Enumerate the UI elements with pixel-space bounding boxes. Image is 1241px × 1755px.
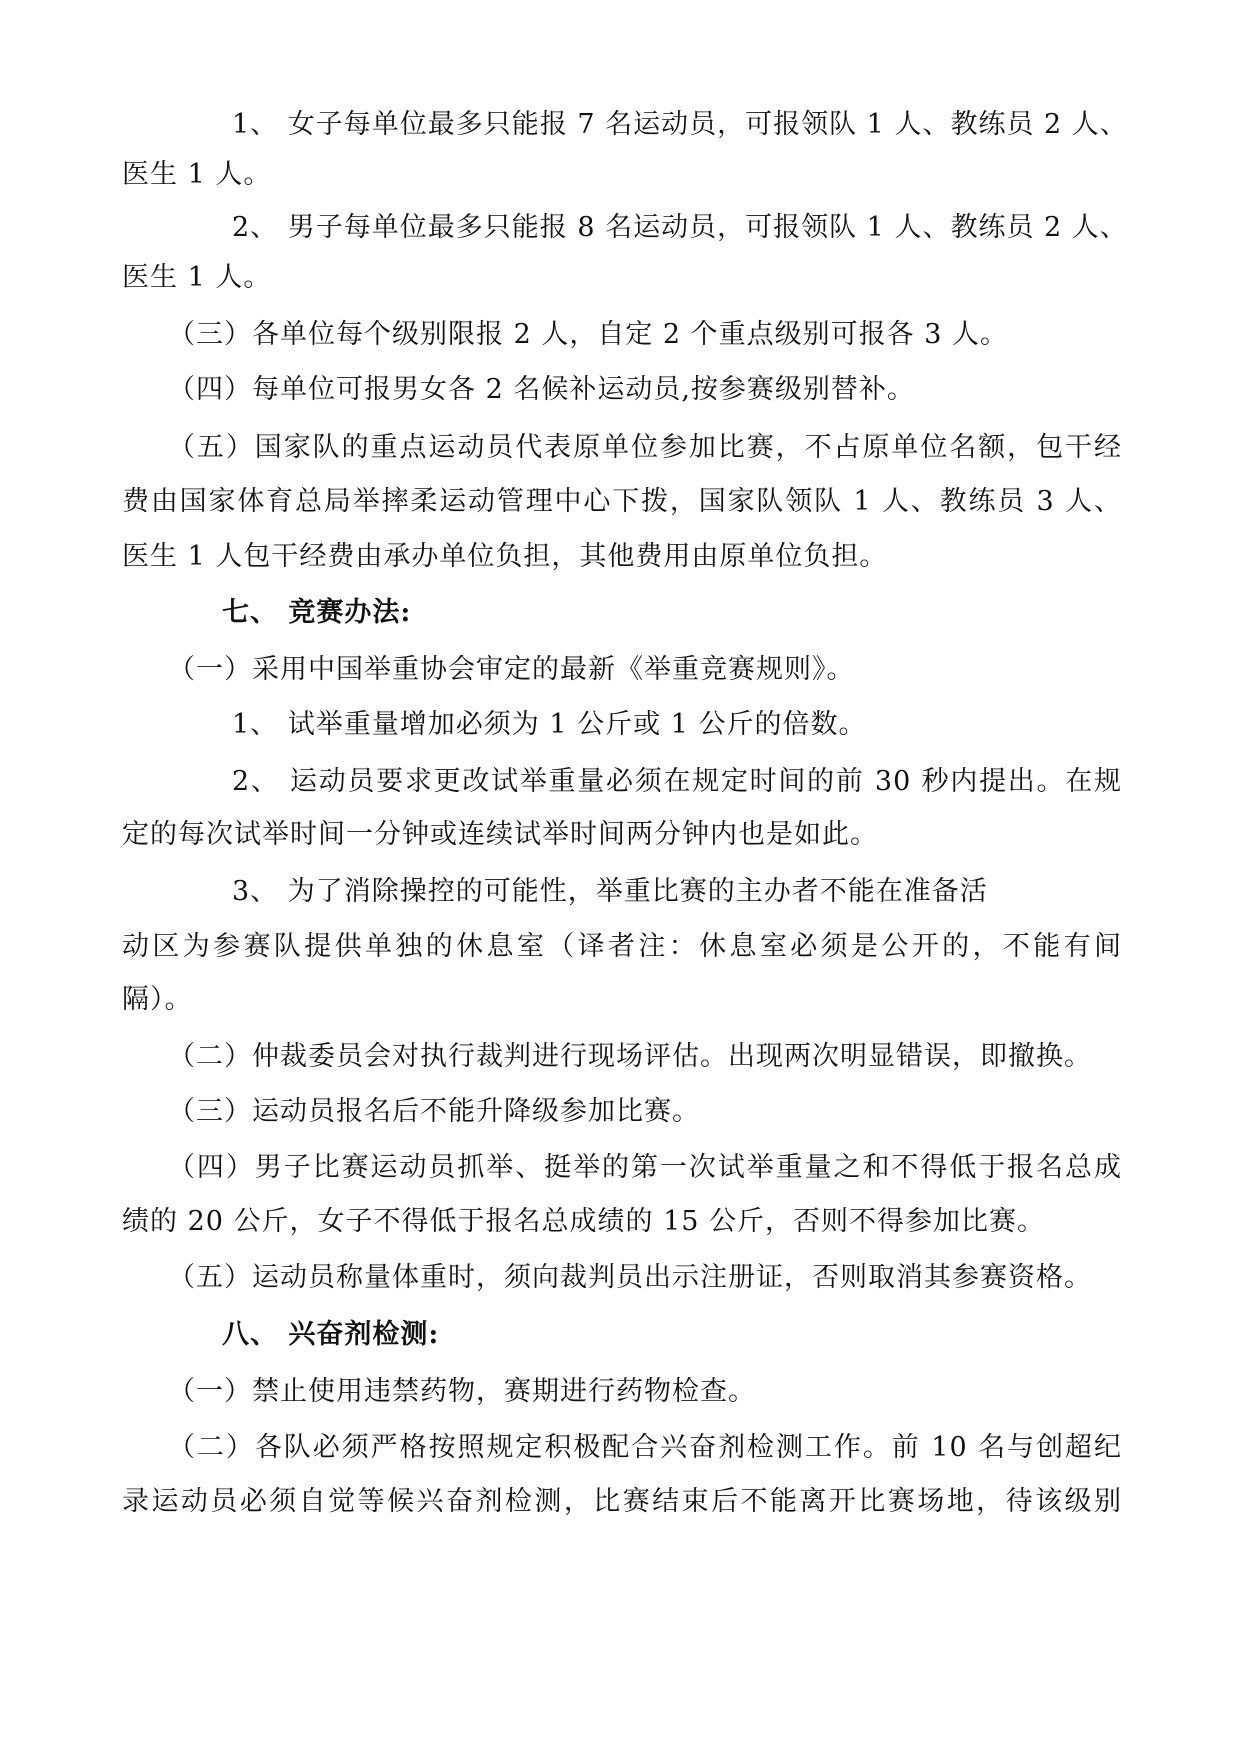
rule-jury-evaluation: （二）仲裁委员会对执行裁判进行现场评估。出现两次明显错误，即撤换。 [168,1041,1092,1072]
section-heading-competition-method: 七、 竞赛办法: [222,597,412,628]
rule-opening-attempts-line-1: （四）男子比赛运动员抓举、挺举的第一次试举重量之和不得低于报名总成 [168,1152,1122,1183]
rule-national-team-line-1: （五）国家队的重点运动员代表原单位参加比赛，不占原单位名额，包干经 [168,432,1122,463]
rule-warmup-room-line-3: 隔）。 [122,984,193,1015]
rule-warmup-room-line-1: 3、 为了消除操控的可能性，举重比赛的主办者不能在准备活 [232,876,988,907]
rule-doping-cooperation-line-2: 录运动员必须自觉等候兴奋剂检测，比赛结束后不能离开比赛场地，待该级别 [122,1486,1122,1517]
rule-substitutes: （四）每单位可报男女各 2 名候补运动员,按参赛级别替补。 [168,374,915,405]
rule-women-quota-line-2: 医生 1 人。 [122,159,272,190]
rule-no-class-change: （三）运动员报名后不能升降级参加比赛。 [168,1096,700,1127]
rule-weigh-in-registration: （五）运动员称量体重时，须向裁判员出示注册证，否则取消其参赛资格。 [168,1262,1092,1293]
rule-warmup-room-line-2: 动区为参赛队提供单独的休息室（译者注：休息室必须是公开的，不能有间 [122,931,1122,962]
rule-weight-class-limit: （三）各单位每个级别限报 2 人，自定 2 个重点级别可报各 3 人。 [168,319,1009,350]
rule-weight-change-line-2: 定的每次试举时间一分钟或连续试举时间两分钟内也是如此。 [122,819,878,850]
rule-opening-attempts-line-2: 绩的 20 公斤，女子不得低于报名总成绩的 15 公斤，否则不得参加比赛。 [122,1206,1046,1237]
section-heading-doping-control: 八、 兴奋剂检测: [222,1319,440,1350]
rule-weight-change-line-1: 2、 运动员要求更改试举重量必须在规定时间的前 30 秒内提出。在规 [232,766,1122,797]
rule-men-quota-line-2: 医生 1 人。 [122,262,272,293]
rule-women-quota-line-1: 1、 女子每单位最多只能报 7 名运动员，可报领队 1 人、教练员 2 人、 [232,109,1128,140]
rule-doping-cooperation-line-1: （二）各队必须严格按照规定积极配合兴奋剂检测工作。前 10 名与创超纪 [168,1432,1122,1463]
rule-national-team-line-3: 医生 1 人包干经费由承办单位负担，其他费用由原单位负担。 [122,541,888,572]
rule-men-quota-line-1: 2、 男子每单位最多只能报 8 名运动员，可报领队 1 人、教练员 2 人、 [232,212,1128,243]
rule-weight-increment: 1、 试举重量增加必须为 1 公斤或 1 公斤的倍数。 [232,709,867,740]
rule-prohibited-substances: （一）禁止使用违禁药物，赛期进行药物检查。 [168,1376,756,1407]
rule-competition-rules: （一）采用中国举重协会审定的最新《举重竞赛规则》。 [168,654,855,685]
rule-national-team-line-2: 费由国家体育总局举摔柔运动管理中心下拨，国家队领队 1 人、教练员 3 人、 [122,486,1122,517]
